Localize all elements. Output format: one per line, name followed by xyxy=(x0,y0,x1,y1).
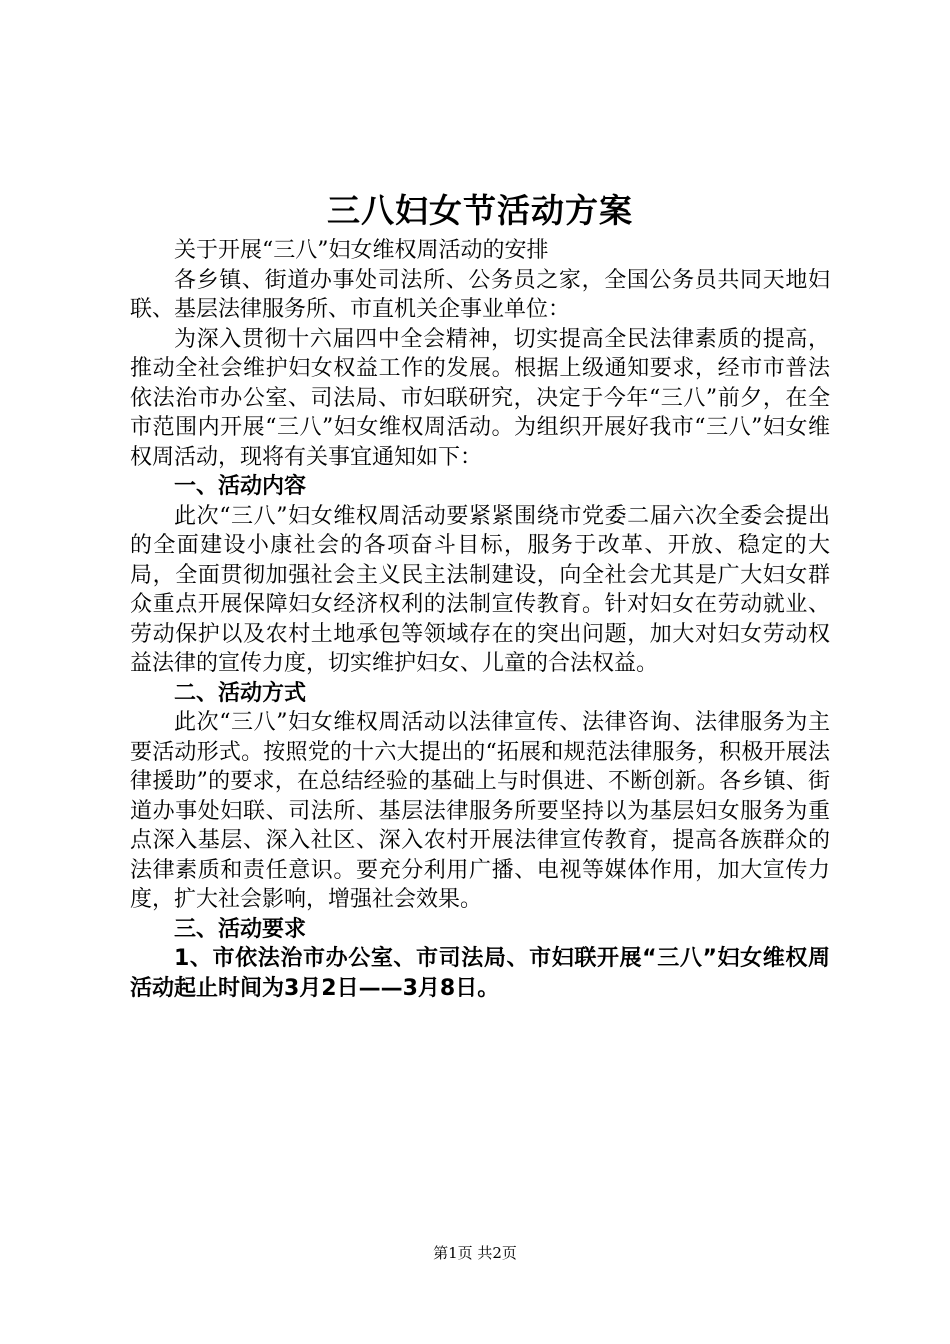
section-heading-content: 一、活动内容 xyxy=(174,473,307,499)
document-title: 三八妇女节活动方案 xyxy=(327,191,633,230)
method-paragraph: 此次“三八”妇女维权周活动以法律宣传、法律咨询、法律服务为主要活动形式。按照党的十六大提出的“拓展和规范法律服务，积极开展法律援助”的要求，在总结经验的基础上与时俱进、不断创新。各乡镇、街道办事处妇联、司法所、基层法律服务所要坚持以为基层妇女服务为重点深入基层、深入社区、深入农村开展法律宣传教育，提高各族群众的法律素质和责任意识。要充分利用广播、电视等媒体作用，加大宣传力度，扩大社会影响，增强社会效果。 xyxy=(130,710,830,912)
section-heading-method: 二、活动方式 xyxy=(174,679,307,706)
page-footer: 第1页 共2页 xyxy=(433,1244,517,1262)
document-body xyxy=(130,186,830,1003)
intro-subtitle: 关于开展“三八”妇女维权周活动的安排 xyxy=(174,238,549,263)
requirement-item-1: 1、市依法治市办公室、市司法局、市妇联开展“三八”妇女维权周活动起止时间为3月2日——3月8日。 xyxy=(130,946,830,1001)
content-paragraph: 此次“三八”妇女维权周活动要紧紧围绕市党委二届六次全委会提出的全面建设小康社会的各项奋斗目标，服务于改革、开放、稳定的大局，全面贯彻加强社会主义民主法制建设，向全社会尤其是广大妇女群众重点开展保障妇女经济权利的法制宣传教育。针对妇女在劳动就业、劳动保护以及农村土地承包等领域存在的突出问题，加大对妇女劳动权益法律的宣传力度，切实维护妇女、儿童的合法权益。 xyxy=(130,503,830,676)
addressee-paragraph: 各乡镇、街道办事处司法所、公务员之家，全国公务员共同天地妇联、基层法律服务所、市直机关企事业单位： xyxy=(130,267,830,322)
section-heading-requirements: 三、活动要求 xyxy=(174,915,307,942)
purpose-paragraph: 为深入贯彻十六届四中全会精神，切实提高全民法律素质的提高，推动全社会维护妇女权益工作的发展。根据上级通知要求，经市市普法依法治市办公室、司法局、市妇联研究，决定于今年“三八”前夕，在全市范围内开展“三八”妇女维权周活动。为组织开展好我市“三八”妇女维权周活动，现将有关事宜通知如下： xyxy=(130,326,830,470)
